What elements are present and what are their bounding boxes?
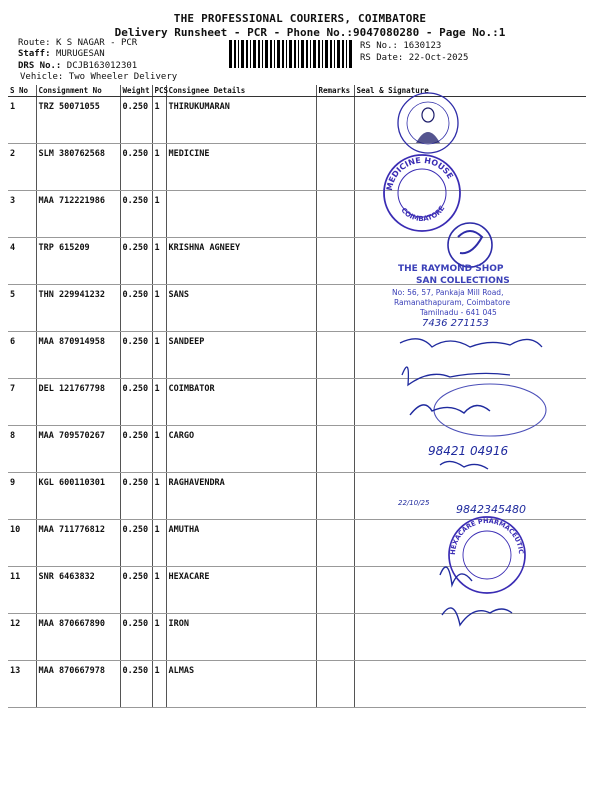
table-row — [8, 567, 586, 614]
cell-seal-signature — [354, 238, 586, 285]
cell-sno: 3 — [8, 191, 36, 238]
cell-consignment-no: TRP 615209 — [36, 238, 120, 285]
table-row — [8, 238, 586, 285]
cell-seal-signature — [354, 97, 586, 144]
table-row — [8, 614, 586, 661]
table-row — [8, 144, 586, 191]
vehicle-info — [20, 72, 177, 82]
cell-weight: 0.250 — [120, 661, 152, 708]
cell-consignment-no: MAA 711776812 — [36, 520, 120, 567]
rs-no-value: 1630123 — [403, 41, 442, 51]
cell-sno: 12 — [8, 614, 36, 661]
handwritten-date: 22/10/25 — [398, 499, 430, 507]
cell-sno: 6 — [8, 332, 36, 379]
cell-consignee: MEDICINE — [166, 144, 316, 191]
drs-label: DRS No.: — [18, 61, 62, 71]
col-header-consignee: Consignee Details — [166, 85, 316, 97]
cell-weight: 0.250 — [120, 191, 152, 238]
cell-sno: 1 — [8, 97, 36, 144]
cell-weight: 0.250 — [120, 332, 152, 379]
staff-label: Staff: — [18, 49, 51, 59]
drs-value: DCJB163012301 — [66, 61, 138, 71]
table-row — [8, 332, 586, 379]
cell-sno: 10 — [8, 520, 36, 567]
cell-pcs: 1 — [152, 332, 166, 379]
cell-pcs: 1 — [152, 238, 166, 285]
table-row — [8, 473, 586, 520]
vehicle-label: Vehicle: — [20, 72, 64, 82]
cell-consignee: SANS — [166, 285, 316, 332]
cell-pcs: 1 — [152, 144, 166, 191]
cell-sno: 2 — [8, 144, 36, 191]
cell-consignment-no: SNR 6463832 — [36, 567, 120, 614]
table-row — [8, 285, 586, 332]
route-label: Route: — [18, 38, 51, 48]
cell-sno: 9 — [8, 473, 36, 520]
cell-consignee: KRISHNA AGNEEY — [166, 238, 316, 285]
col-header-remarks: Remarks — [316, 85, 354, 97]
cell-seal-signature — [354, 285, 586, 332]
cell-seal-signature — [354, 614, 586, 661]
shop-line1: THE RAYMOND SHOP — [398, 264, 504, 274]
shop-line5: Tamilnadu - 641 045 — [420, 308, 497, 317]
company-title: THE PROFESSIONAL COURIERS, COIMBATORE — [173, 12, 427, 25]
cell-weight: 0.250 — [120, 285, 152, 332]
cell-seal-signature — [354, 191, 586, 238]
col-header-seal-signature: Seal & Signature — [354, 85, 586, 97]
cell-consignment-no: MAA 712221986 — [36, 191, 120, 238]
cell-consignment-no: DEL 121767798 — [36, 379, 120, 426]
handwritten-phone-2: 98421 04916 — [428, 444, 509, 458]
cell-consignee — [166, 191, 316, 238]
cell-sno: 4 — [8, 238, 36, 285]
runsheet-subtitle: Delivery Runsheet - PCR - Phone No.:9047080280 - Page No.:1 — [114, 26, 506, 39]
table-row — [8, 191, 586, 238]
cell-sno: 8 — [8, 426, 36, 473]
cell-pcs: 1 — [152, 285, 166, 332]
vehicle-value: Two Wheeler Delivery — [68, 72, 178, 82]
runsheet-table — [8, 85, 586, 708]
table-row — [8, 520, 586, 567]
cell-sno: 7 — [8, 379, 36, 426]
table-row — [8, 97, 586, 144]
cell-pcs: 1 — [152, 191, 166, 238]
cell-consignment-no: MAA 870914958 — [36, 332, 120, 379]
cell-seal-signature — [354, 144, 586, 191]
table-row — [8, 379, 586, 426]
cell-weight: 0.250 — [120, 426, 152, 473]
cell-seal-signature — [354, 661, 586, 708]
cell-consignee: IRON — [166, 614, 316, 661]
cell-remarks — [316, 661, 354, 708]
cell-remarks — [316, 144, 354, 191]
cell-sno: 5 — [8, 285, 36, 332]
hexacare-stamp-text: HEXACARE PHARMACEUTIC — [448, 516, 526, 556]
cell-consignee: ALMAS — [166, 661, 316, 708]
cell-remarks — [316, 191, 354, 238]
cell-weight: 0.250 — [120, 614, 152, 661]
cell-consignment-no: MAA 709570267 — [36, 426, 120, 473]
cell-pcs: 1 — [152, 567, 166, 614]
cell-consignee: CARGO — [166, 426, 316, 473]
cell-remarks — [316, 379, 354, 426]
cell-remarks — [316, 473, 354, 520]
col-header-consignment: Consignment No — [36, 85, 120, 97]
cell-remarks — [316, 567, 354, 614]
rs-no-label: RS No.: — [360, 41, 398, 51]
cell-pcs: 1 — [152, 614, 166, 661]
cell-consignee: THIRUKUMARAN — [166, 97, 316, 144]
cell-remarks — [316, 332, 354, 379]
medicine-house-top-text: MEDICINE HOUSE — [384, 155, 455, 192]
rs-date-label: RS Date: — [360, 53, 404, 63]
staff-info — [18, 49, 105, 59]
cell-seal-signature — [354, 473, 586, 520]
cell-consignee: SANDEEP — [166, 332, 316, 379]
cell-sno: 11 — [8, 567, 36, 614]
cell-remarks — [316, 285, 354, 332]
cell-seal-signature — [354, 567, 586, 614]
cell-seal-signature — [354, 520, 586, 567]
cell-remarks — [316, 97, 354, 144]
rs-no-info — [360, 41, 441, 51]
cell-remarks — [316, 238, 354, 285]
col-header-sno: S No — [8, 85, 36, 97]
cell-weight: 0.250 — [120, 379, 152, 426]
rs-date-value: 22-Oct-2025 — [408, 53, 469, 63]
cell-consignee: HEXACARE — [166, 567, 316, 614]
cell-sno: 13 — [8, 661, 36, 708]
table-row — [8, 661, 586, 708]
shop-line2: SAN COLLECTIONS — [416, 276, 510, 286]
handwritten-phone-1: 7436 271153 — [422, 318, 489, 329]
cell-pcs: 1 — [152, 379, 166, 426]
cell-pcs: 1 — [152, 473, 166, 520]
cell-weight: 0.250 — [120, 473, 152, 520]
shop-line4: Ramanathapuram, Coimbatore — [394, 298, 511, 307]
cell-consignment-no: SLM 380762568 — [36, 144, 120, 191]
route-value: K S NAGAR - PCR — [55, 38, 138, 48]
route-info — [18, 38, 137, 48]
cell-remarks — [316, 426, 354, 473]
cell-weight: 0.250 — [120, 238, 152, 285]
cell-remarks — [316, 614, 354, 661]
medicine-house-bottom-text: COIMBATORE — [399, 204, 447, 224]
cell-consignee: COIMBATOR — [166, 379, 316, 426]
cell-pcs: 1 — [152, 426, 166, 473]
cell-weight: 0.250 — [120, 144, 152, 191]
shop-line3: No: 56, 57, Pankaja Mill Road, — [392, 288, 504, 297]
cell-pcs: 1 — [152, 661, 166, 708]
cell-pcs: 1 — [152, 520, 166, 567]
rs-date-info — [360, 53, 468, 63]
cell-consignment-no: MAA 870667890 — [36, 614, 120, 661]
cell-seal-signature — [354, 426, 586, 473]
cell-consignee: AMUTHA — [166, 520, 316, 567]
staff-value: MURUGESAN — [55, 49, 105, 59]
cell-consignment-no: KGL 600110301 — [36, 473, 120, 520]
cell-weight: 0.250 — [120, 567, 152, 614]
cell-seal-signature — [354, 379, 586, 426]
cell-consignment-no: MAA 870667978 — [36, 661, 120, 708]
cell-remarks — [316, 520, 354, 567]
table-header-row — [8, 85, 586, 97]
table-row — [8, 426, 586, 473]
cell-consignment-no: TRZ 50071055 — [36, 97, 120, 144]
col-header-weight: Weight — [120, 85, 152, 97]
barcode — [229, 40, 354, 68]
drs-info — [18, 61, 137, 71]
handwritten-phone-3: 9842345480 — [456, 503, 526, 516]
col-header-pcs: PCS — [152, 85, 166, 97]
cell-seal-signature — [354, 332, 586, 379]
cell-pcs: 1 — [152, 97, 166, 144]
cell-consignee: RAGHAVENDRA — [166, 473, 316, 520]
cell-weight: 0.250 — [120, 520, 152, 567]
cell-consignment-no: THN 229941232 — [36, 285, 120, 332]
cell-weight: 0.250 — [120, 97, 152, 144]
